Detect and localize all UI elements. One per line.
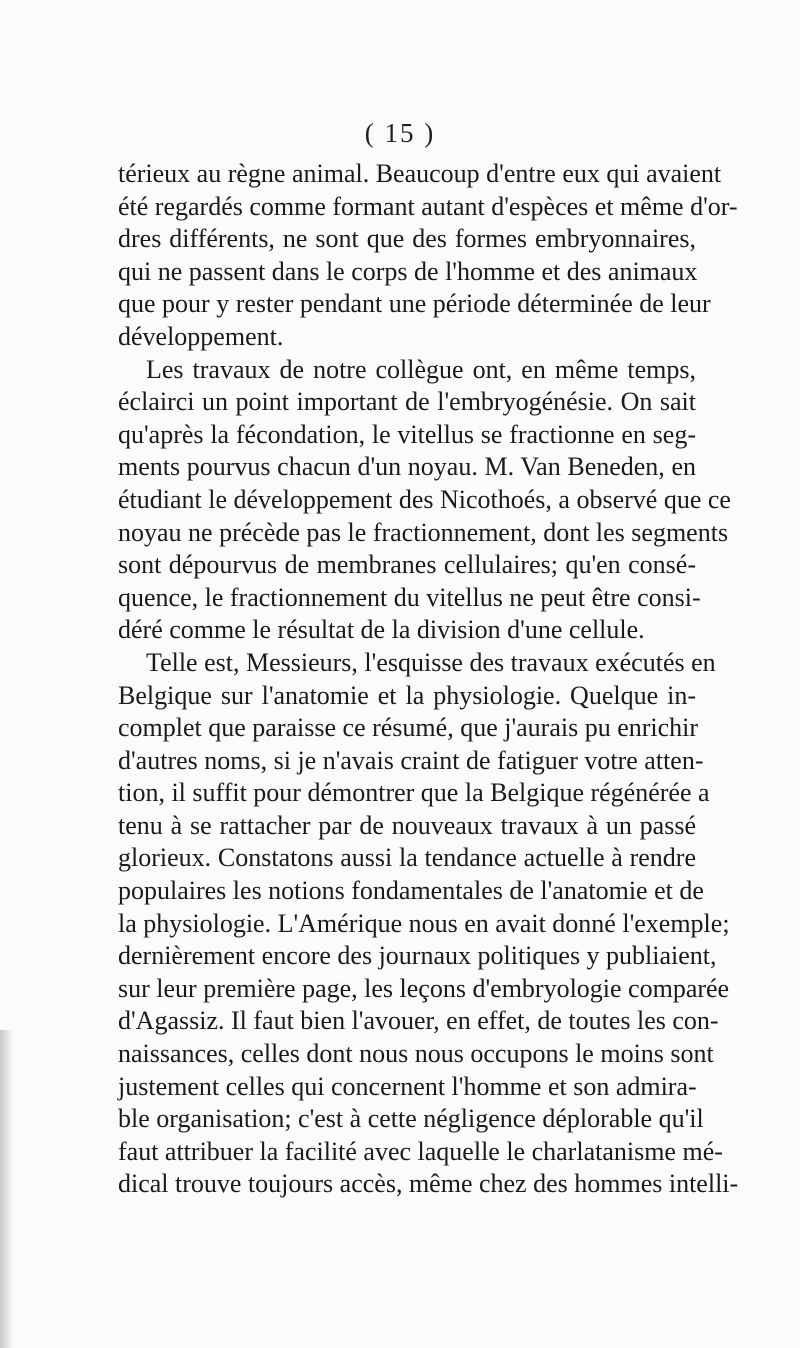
text-line: qui ne passent dans le corps de l'homme et des animaux — [118, 256, 698, 286]
text-line: glorieux. Constatons aussi la tendance actuelle à rendre — [118, 843, 696, 873]
text-line: d'Agassiz. Il faut bien l'avouer, en effet, de toutes les con- — [118, 1006, 719, 1036]
text-line: développement. — [118, 321, 284, 351]
text-line: térieux au règne animal. Beaucoup d'entre eux qui avaient — [118, 159, 722, 188]
text-line: Belgique sur l'anatomie et la physiologie. Quelque in- — [118, 680, 696, 710]
text-line: d'autres noms, si je n'avais craint de fatiguer votre atten- — [118, 745, 704, 775]
text-line: populaires les notions fondamentales de l'anatomie et de — [118, 876, 704, 906]
text-line: complet que paraisse ce résumé, que j'aurais pu enrichir — [118, 713, 699, 743]
text-line: dres différents, ne sont que des formes embryonnaires, — [118, 224, 696, 254]
page-number: ( 15 ) — [364, 118, 436, 148]
text-line: Telle est, Messieurs, l'esquisse des travaux exécutés en — [146, 647, 716, 677]
text-line: faut attribuer la facilité avec laquelle le charlatanisme mé- — [118, 1136, 723, 1166]
text-line: naissances, celles dont nous nous occupons le moins sont — [118, 1039, 714, 1069]
text-line: qu'après la fécondation, le vitellus se fractionne en seg- — [118, 419, 696, 449]
text-line: que pour y rester pendant une période déterminée de leur — [118, 289, 711, 319]
text-line: la physiologie. L'Amérique nous en avait donné l'exemple; — [118, 908, 730, 938]
text-line: sont dépourvus de membranes cellulaires; qu'en consé- — [118, 550, 696, 580]
text-line: quence, le fractionnement du vitellus ne peut être consi- — [118, 582, 701, 612]
text-line: ble organisation; c'est à cette négligence déplorable qu'il — [118, 1104, 704, 1134]
text-line: tion, il suffit pour démontrer que la Belgique régénérée a — [118, 778, 710, 808]
text-line: ments pourvus chacun d'un noyau. M. Van Beneden, en — [118, 452, 696, 482]
text-line: Les travaux de notre collègue ont, en même temps, — [146, 354, 696, 384]
text-line: dernièrement encore des journaux politiques y publiaient, — [118, 941, 717, 971]
text-line: été regardés comme formant autant d'espèces et même d'or- — [118, 191, 738, 221]
binding-shadow — [0, 1030, 14, 1348]
text-line: dical trouve toujours accès, même chez des hommes intelli- — [118, 1169, 739, 1199]
text-line: étudiant le développement des Nicothoés, a observé que ce — [118, 484, 731, 514]
text-line: éclairci un point important de l'embryogénésie. On sait — [118, 387, 696, 417]
text-line: justement celles qui concernent l'homme et son admira- — [118, 1071, 697, 1101]
text-line: noyau ne précède pas le fractionnement, dont les segments — [118, 517, 729, 547]
body-text — [118, 158, 739, 1201]
text-line: sur leur première page, les leçons d'embryologie comparée — [118, 973, 730, 1003]
text-line: tenu à se rattacher par de nouveaux travaux à un passé — [118, 810, 696, 840]
text-line: déré comme le résultat de la division d'une cellule. — [118, 615, 645, 645]
